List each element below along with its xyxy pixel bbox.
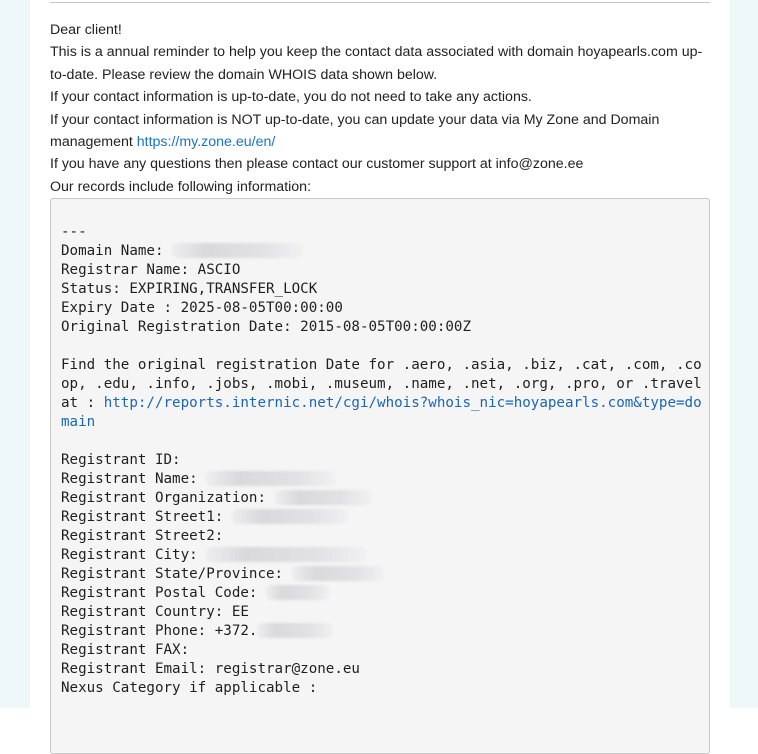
whois-record-block	[50, 198, 710, 754]
whois-registrant-name	[61, 470, 699, 489]
reminder-text: This is a annual reminder to help you keep the contact data associated with domain hoyapearls.com up-to-date. Please review the domain WHOIS data shown below.	[50, 44, 703, 83]
support-text: If you have any questions then please contact our customer support at info@zone.ee	[50, 156, 584, 173]
redacted-value	[172, 243, 302, 258]
whois-registrant-postal-code-label: Registrant Postal Code:	[61, 585, 266, 601]
whois-registrant-state-label: Registrant State/Province:	[61, 566, 292, 582]
whois-original-registration: Original Registration Date: 2015-08-05T00:00:00Z	[61, 319, 471, 335]
whois-registrant-name-label: Registrant Name:	[61, 471, 207, 487]
redacted-value	[292, 566, 384, 581]
update-text-prefix: If your contact information is NOT up-to-date, you can update your data via My Zone and Domain management	[50, 111, 660, 151]
redacted-value	[275, 490, 371, 505]
internic-link-continued[interactable]: main	[61, 414, 96, 430]
whois-registrant-city-label: Registrant City:	[61, 547, 207, 563]
whois-separator: ---	[61, 224, 87, 240]
whois-registrant-email: Registrant Email: registrar@zone.eu	[61, 661, 360, 677]
whois-nexus-category: Nexus Category if applicable :	[61, 680, 318, 696]
whois-find-at: at :	[61, 395, 104, 411]
whois-find-line-1: Find the original registration Date for .aero, .asia, .biz, .cat, .com, .co	[61, 357, 702, 373]
whois-domain-name	[61, 242, 699, 261]
whois-find-line-3	[61, 394, 702, 413]
whois-registrant-id: Registrant ID:	[61, 452, 181, 468]
whois-registrant-fax: Registrant FAX:	[61, 642, 190, 658]
update-text	[50, 109, 712, 154]
redacted-value	[206, 471, 336, 486]
blank-line	[61, 432, 699, 451]
whois-find-line-4	[61, 413, 699, 432]
whois-registrar-name: Registrar Name: ASCIO	[61, 262, 241, 278]
records-text: Our records include following information:	[50, 178, 312, 195]
whois-registrant-phone	[61, 622, 699, 641]
divider	[50, 2, 710, 3]
whois-registrant-street2: Registrant Street2:	[61, 528, 224, 544]
email-card	[30, 0, 730, 708]
internic-link[interactable]: http://reports.internic.net/cgi/whois?whois_nic=hoyapearls.com&type=do	[103, 395, 702, 411]
whois-status: Status: EXPIRING,TRANSFER_LOCK	[61, 281, 318, 297]
redacted-value	[266, 585, 330, 600]
whois-registrant-postal-code	[61, 584, 699, 603]
blank-line	[61, 337, 699, 356]
whois-expiry-date: Expiry Date : 2025-08-05T00:00:00	[61, 300, 343, 316]
redacted-value	[232, 509, 348, 524]
redacted-value	[257, 623, 333, 638]
whois-registrant-street1-label: Registrant Street1:	[61, 509, 232, 525]
up-to-date-text: If your contact information is up-to-date, you do not need to take any actions.	[50, 89, 532, 106]
whois-registrant-organization-label: Registrant Organization:	[61, 490, 275, 506]
whois-registrant-phone-label: Registrant Phone: +372.	[61, 623, 258, 639]
whois-registrant-state	[61, 565, 699, 584]
whois-find-line-2: op, .edu, .info, .jobs, .mobi, .museum, .name, .net, .org, .pro, or .travel	[61, 376, 702, 392]
email-body	[50, 19, 712, 198]
whois-registrant-organization	[61, 489, 699, 508]
whois-registrant-street1	[61, 508, 699, 527]
whois-registrant-city	[61, 546, 699, 565]
my-zone-link[interactable]: https://my.zone.eu/en/	[136, 134, 276, 151]
redacted-value	[206, 547, 366, 562]
greeting: Dear client!	[50, 22, 122, 38]
whois-registrant-country: Registrant Country: EE	[61, 604, 249, 620]
whois-domain-name-label: Domain Name:	[61, 243, 173, 259]
